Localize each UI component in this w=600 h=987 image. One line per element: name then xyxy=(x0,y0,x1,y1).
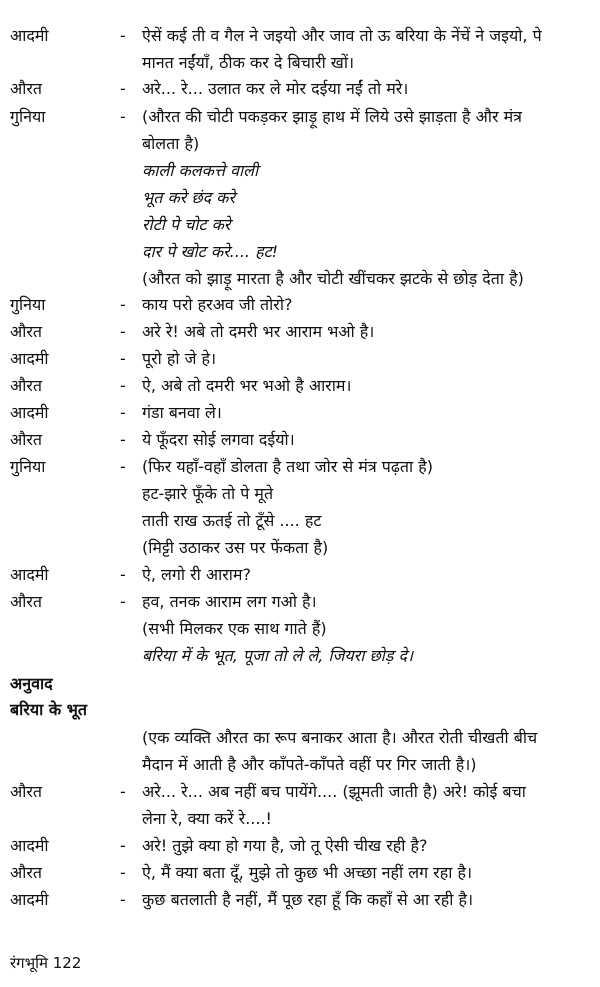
chant-line: भूत करे छंद करे xyxy=(142,188,236,207)
dialogue-line: लेना रे, क्या करें रे....! xyxy=(142,809,272,828)
dialogue-text xyxy=(142,22,588,76)
stage-direction-line: (मिट्टी उठाकर उस पर फेंकता है) xyxy=(142,538,329,557)
dialogue-line: अरे! तुझे क्या हो गया है, जो तू ऐसी चीख रही है? xyxy=(142,836,428,855)
dialogue-text xyxy=(142,318,588,345)
speaker-name: आदमी xyxy=(10,890,49,909)
translation-subheading: बरिया के भूत xyxy=(10,700,88,719)
dialogue-text xyxy=(142,426,588,453)
dialogue-text xyxy=(142,291,588,318)
speaker-name: औरत xyxy=(10,79,43,98)
dialogue-text xyxy=(142,832,588,859)
dialogue-dash: - xyxy=(120,376,126,395)
chant-line: ताती राख ऊतई तो टूँसे .... हट xyxy=(142,511,322,530)
speaker-name: आदमी xyxy=(10,403,49,422)
dialogue-line: ऐ, लगो री आराम? xyxy=(142,565,251,584)
stage-direction-line: (एक व्यक्ति औरत का रूप बनाकर आता है। औरत रोती चीखती बीच xyxy=(142,728,538,747)
dialogue-line: मानत नईंयाँ, ठीक कर दे बिचारी खों। xyxy=(142,53,355,72)
translation-heading: अनुवाद xyxy=(10,674,53,693)
dialogue-line: गंडा बनवा ले। xyxy=(142,403,222,422)
stage-direction-line: (सभी मिलकर एक साथ गाते हैं) xyxy=(142,619,327,638)
speaker-name: औरत xyxy=(10,430,43,449)
dialogue-text xyxy=(142,372,588,399)
dialogue-text xyxy=(142,886,588,913)
dialogue-dash: - xyxy=(120,782,126,801)
speaker-name: आदमी xyxy=(10,565,49,584)
dialogue-text xyxy=(142,345,588,372)
stage-direction-line: (औरत की चोटी पकड़कर झाड़ू हाथ में लिये उसे झाड़ता है और मंत्र xyxy=(142,107,522,126)
chant-line: दार पे खोट करे.... हट! xyxy=(142,242,279,261)
dialogue-line: ऐ, मैं क्या बता दूँ, मुझे तो कुछ भी अच्छा नहीं लग रहा है। xyxy=(142,863,473,882)
dialogue-dash: - xyxy=(120,592,126,611)
stage-direction-line: मैदान में आती है और काँपते-काँपते वहीं पर गिर जाती है।) xyxy=(142,755,477,774)
dialogue-line: पूरो हो जे हे। xyxy=(142,349,217,368)
dialogue-line: हव, तनक आराम लग गओ है। xyxy=(142,592,317,611)
speaker-name: गुनिया xyxy=(10,107,46,126)
speaker-name: आदमी xyxy=(10,836,49,855)
chant-line: रोटी पे चोट करे xyxy=(142,215,231,234)
speaker-name: गुनिया xyxy=(10,295,46,314)
dialogue-dash: - xyxy=(120,349,126,368)
song-line: बरिया में के भूत, पूजा तो ले ले, जियरा छोड़ दे। xyxy=(142,646,414,665)
speaker-name: औरत xyxy=(10,322,43,341)
dialogue-dash: - xyxy=(120,457,126,476)
dialogue-dash: - xyxy=(120,295,126,314)
dialogue-dash: - xyxy=(120,863,126,882)
speaker-name: आदमी xyxy=(10,349,49,368)
dialogue-dash: - xyxy=(120,403,126,422)
chant-line: काली कलकत्ते वाली xyxy=(142,161,259,180)
dialogue-dash: - xyxy=(120,26,126,45)
speaker-name: आदमी xyxy=(10,26,49,45)
stage-direction-line: बोलता है) xyxy=(142,134,200,153)
dialogue-line: ऐ, अबे तो दमरी भर भओ है आराम। xyxy=(142,376,352,395)
stage-direction-line: (फिर यहाँ-वहाँ डोलता है तथा जोर से मंत्र पढ़ता है) xyxy=(142,457,433,476)
speaker-name: औरत xyxy=(10,863,43,882)
stage-direction-text xyxy=(142,724,588,778)
speaker-name: औरत xyxy=(10,592,43,611)
dialogue-line: अरे... रे... उलात कर ले मोर दईया नईं तो मरे। xyxy=(142,79,409,98)
dialogue-text xyxy=(142,399,588,426)
dialogue-line: ये फूँदरा सोई लगवा दईयो। xyxy=(142,430,295,449)
dialogue-text xyxy=(142,859,588,886)
page-footer: रंगभूमि 122 xyxy=(10,954,82,972)
dialogue-line: काय परो हरअव जी तोरो? xyxy=(142,295,293,314)
dialogue-dash: - xyxy=(120,79,126,98)
dialogue-text xyxy=(142,75,588,102)
dialogue-line: अरे रे! अबे तो दमरी भर आराम भओ है। xyxy=(142,322,375,341)
dialogue-dash: - xyxy=(120,322,126,341)
speaker-name: औरत xyxy=(10,782,43,801)
dialogue-dash: - xyxy=(120,565,126,584)
dialogue-text xyxy=(142,453,588,561)
dialogue-line: कुछ बतलाती है नहीं, मैं पूछ रहा हूँ कि कहाँ से आ रही है। xyxy=(142,890,474,909)
dialogue-text xyxy=(142,588,588,669)
dialogue-text xyxy=(142,103,588,292)
speaker-name: गुनिया xyxy=(10,457,46,476)
dialogue-dash: - xyxy=(120,107,126,126)
speaker-name: औरत xyxy=(10,376,43,395)
dialogue-text xyxy=(142,778,588,832)
chant-line: हट-झारे फूँके तो पे मूते xyxy=(142,484,274,503)
stage-direction-line: (औरत को झाड़ू मारता है और चोटी खींचकर झटके से छोड़ देता है) xyxy=(142,269,524,288)
dialogue-line: अरे... रे... अब नहीं बच पायेंगे.... (झूमती जाती है) अरे! कोई बचा xyxy=(142,782,526,801)
dialogue-line: ऐसें कई ती व गैल ने जइयो और जाव तो ऊ बरिया के नेंचें ने जइयो, पे xyxy=(142,26,542,45)
dialogue-text xyxy=(142,561,588,588)
dialogue-dash: - xyxy=(120,890,126,909)
dialogue-dash: - xyxy=(120,836,126,855)
dialogue-dash: - xyxy=(120,430,126,449)
